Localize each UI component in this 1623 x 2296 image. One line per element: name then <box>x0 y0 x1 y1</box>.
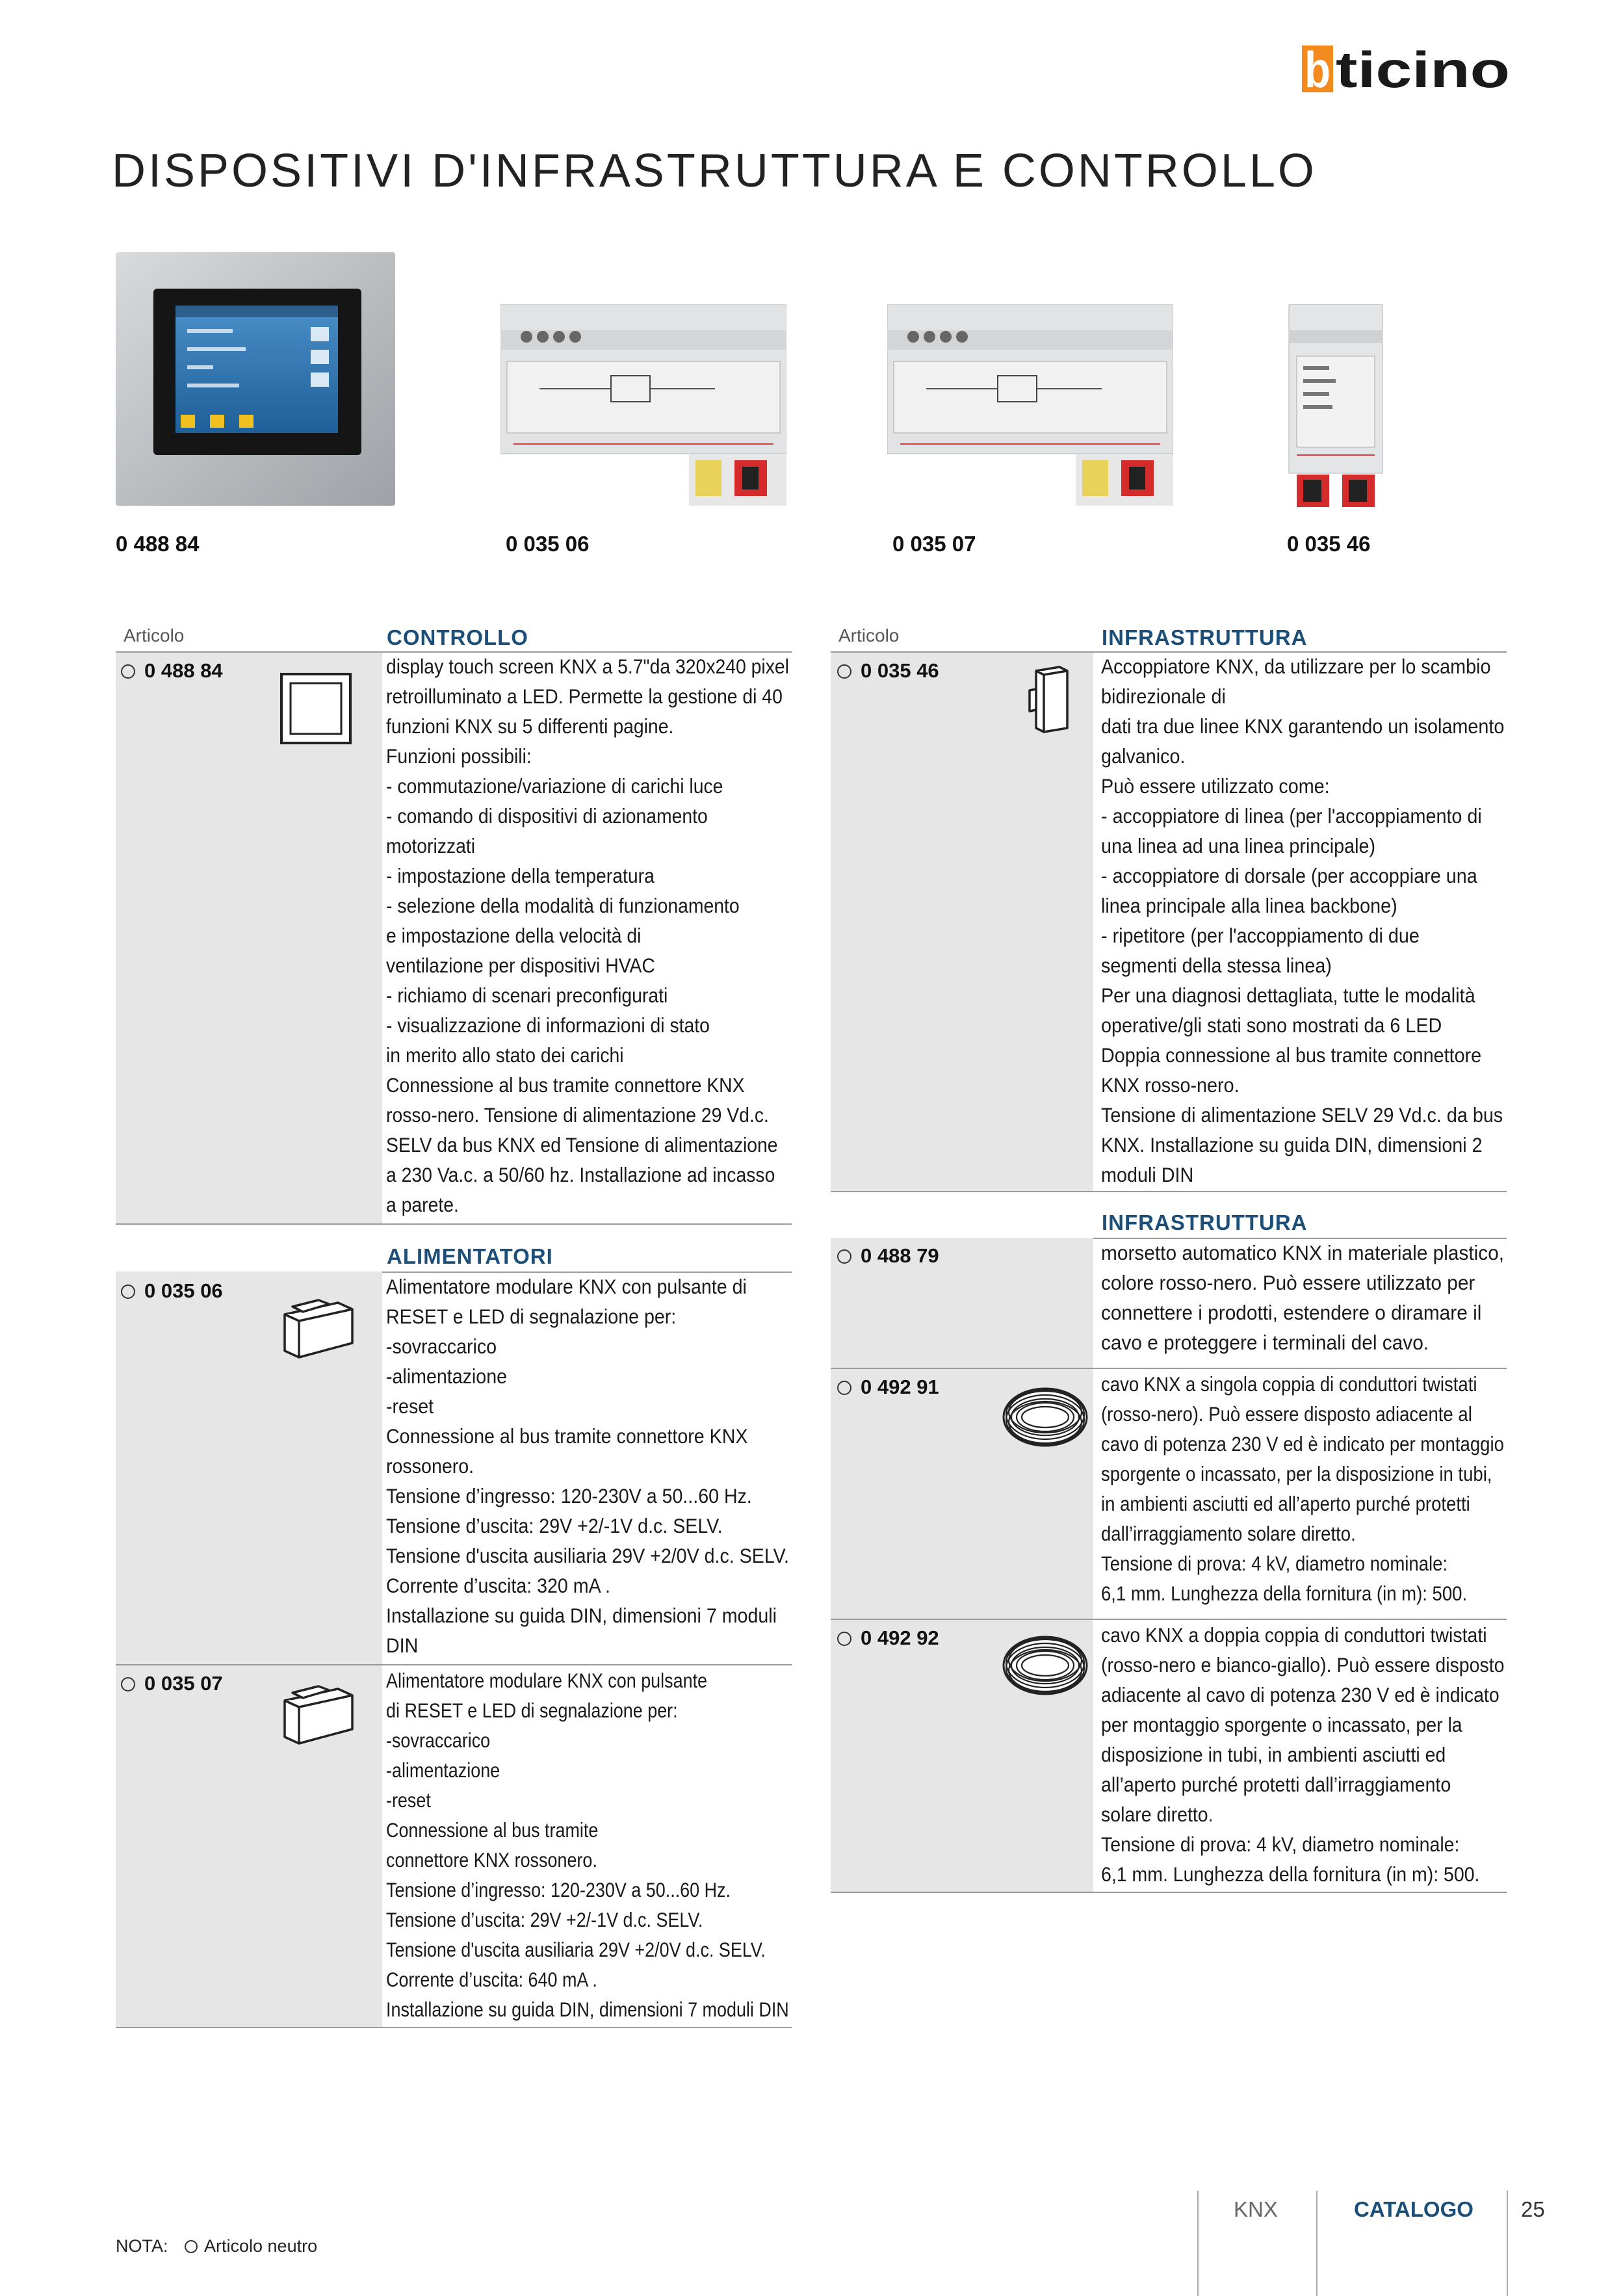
neutral-article-icon <box>121 664 135 679</box>
row-description: display touch screen KNX a 5.7"da 320x240 pixel retroilluminato a LED. Permette la gestione di 40 funzioni KNX su 5 differenti pagine. Funzioni possibili: - commutazione/variazione di carichi luce - comando di dispositivi di azionamento motorizzati - impostazione della temperatura - selezione della modalità di funzionamento e impostazione della velocità di ventilazione per dispositivi HVAC - richiamo di scenari preconfigurati - visualizzazione di informazioni di stato in merito allo stato dei carichi Connessione al bus tramite connettore KNX rosso-nero. Tensione di alimentazione 29 Vd.c. SELV da bus KNX ed Tensione di alimentazione a 230 Va.c. a 50/60 hz. Installazione ad incasso a parete. <box>386 655 789 1216</box>
divider <box>1093 1191 1507 1192</box>
page-title: DISPOSITIVI D'INFRASTRUTTURA E CONTROLLO <box>112 145 1317 197</box>
neutral-article-icon <box>837 1632 851 1646</box>
neutral-article-icon <box>185 2240 198 2253</box>
section-title: CONTROLLO <box>387 625 528 649</box>
divider <box>1093 1892 1507 1893</box>
photo-code: 0 488 84 <box>116 532 200 556</box>
photo-code: 0 035 07 <box>892 532 976 556</box>
footer-divider <box>1197 2191 1199 2296</box>
din-coupler-photo <box>1284 304 1388 512</box>
neutral-article-icon <box>121 1677 135 1691</box>
neutral-article-icon <box>837 1381 851 1395</box>
din-power-supply-photo <box>887 304 1173 506</box>
photo-code: 0 035 46 <box>1287 532 1371 556</box>
neutral-article-icon <box>837 1249 851 1264</box>
table-row-code: 0 488 79 <box>837 1244 939 1268</box>
bticino-logo <box>1302 46 1511 92</box>
note-label: NOTA: <box>116 2236 168 2256</box>
table-row-code: 0 492 91 <box>837 1376 939 1399</box>
table-row-code: 0 035 46 <box>837 659 939 683</box>
section-title: ALIMENTATORI <box>387 1244 553 1268</box>
neutral-article-icon <box>121 1285 135 1299</box>
row-description: Accoppiatore KNX, da utilizzare per lo scambio bidirezionale di dati tra due linee KNX garantendo un isolamento galvanico. Può essere utilizzato come: - accoppiatore di linea (per l'accoppiamento di una linea ad una linea principale) - accoppiatore di dorsale (per accoppiare una linea principale alla linea backbone) - ripetitore (per l'accoppiamento di due segmenti della stessa linea) Per una diagnosi dettagliata, tutte le modalità operative/gli stati sono mostrati da 6 LED Doppia connessione al bus tramite connettore KNX rosso-nero. Tensione di alimentazione SELV 29 Vd.c. da bus KNX. Installazione su guida DIN, dimensioni 2 moduli DIN <box>1101 655 1505 1186</box>
din-module-icon <box>279 1681 357 1753</box>
din-power-supply-photo <box>500 304 786 506</box>
display-panel-icon <box>279 672 352 745</box>
row-description: Alimentatore modulare KNX con pulsante di RESET e LED di segnalazione per: -sovraccarico -alimentazione -reset Connessione al bus tramite connettore KNX rossonero. Tensione d’ingresso: 120-230V a 50...60 Hz. Tensione d’uscita: 29V +2/-1V d.c. SELV. Tensione d'uscita ausiliaria 29V +2/0V d.c. SELV. Corrente d’uscita: 640 mA . Installazione su guida DIN, dimensioni 7 moduli DIN <box>386 1669 789 2021</box>
table-header-articolo: Articolo <box>838 625 900 646</box>
table-row-code: 0 488 84 <box>121 659 223 683</box>
table-header-articolo: Articolo <box>123 625 185 646</box>
row-description: cavo KNX a singola coppia di conduttori twistati (rosso-nero). Può essere disposto adiacente al cavo di potenza 230 V ed è indicato per montaggio sporgente o incassato, per la disposizione in tubi, in ambienti asciutti ed all’aperto purché protetti dall’irraggiamento solare diretto. Tensione di prova: 4 kV, diametro nominale: 6,1 mm. Lunghezza della fornitura (in m): 500. <box>1101 1372 1504 1605</box>
note-item: Articolo neutro <box>185 2236 317 2256</box>
footer-section: KNX <box>1234 2197 1278 2221</box>
neutral-article-icon <box>837 664 851 679</box>
touch-screen-photo <box>116 252 395 506</box>
table-row-code: 0 492 92 <box>837 1626 939 1650</box>
footer-divider <box>1507 2191 1508 2296</box>
divider <box>382 1223 792 1225</box>
footer-catalog: CATALOGO <box>1354 2197 1474 2221</box>
svg-text:ticino: ticino <box>1336 46 1510 92</box>
din-narrow-module-icon <box>1027 664 1079 736</box>
din-module-icon <box>279 1295 357 1366</box>
section-title: INFRASTRUTTURA <box>1102 625 1308 649</box>
cable-coil-icon <box>1001 1633 1089 1698</box>
divider <box>382 2027 792 2028</box>
table-row-code: 0 035 06 <box>121 1279 223 1303</box>
footer-divider <box>1316 2191 1318 2296</box>
photo-code: 0 035 06 <box>506 532 590 556</box>
section-title: INFRASTRUTTURA <box>1102 1210 1308 1234</box>
svg-text:b: b <box>1305 46 1331 92</box>
cable-coil-icon <box>1001 1385 1089 1450</box>
page-number: 25 <box>1521 2197 1545 2221</box>
row-description: morsetto automatico KNX in materiale plastico, colore rosso-nero. Può essere utilizzato per connettere i prodotti, estendere o diramare il cavo e proteggere i terminali del cavo. <box>1101 1241 1505 1354</box>
table-row-code: 0 035 07 <box>121 1672 223 1695</box>
row-description: cavo KNX a doppia coppia di conduttori twistati (rosso-nero e bianco-giallo). Può essere disposto adiacente al cavo di potenza 230 V ed è indicato per montaggio sporgente o incassato, per la disposizione in tubi, in ambienti asciutti ed all’aperto purché protetti dall’irraggiamento solare diretto. Tensione di prova: 4 kV, diametro nominale: 6,1 mm. Lunghezza della fornitura (in m): 500. <box>1101 1623 1505 1886</box>
row-description: Alimentatore modulare KNX con pulsante di RESET e LED di segnalazione per: -sovraccarico -alimentazione -reset Connessione al bus tramite connettore KNX rossonero. Tensione d’ingresso: 120-230V a 50...60 Hz. Tensione d’uscita: 29V +2/-1V d.c. SELV. Tensione d'uscita ausiliaria 29V +2/0V d.c. SELV. Corrente d’uscita: 320 mA . Installazione su guida DIN, dimensioni 7 moduli DIN <box>386 1275 790 1657</box>
